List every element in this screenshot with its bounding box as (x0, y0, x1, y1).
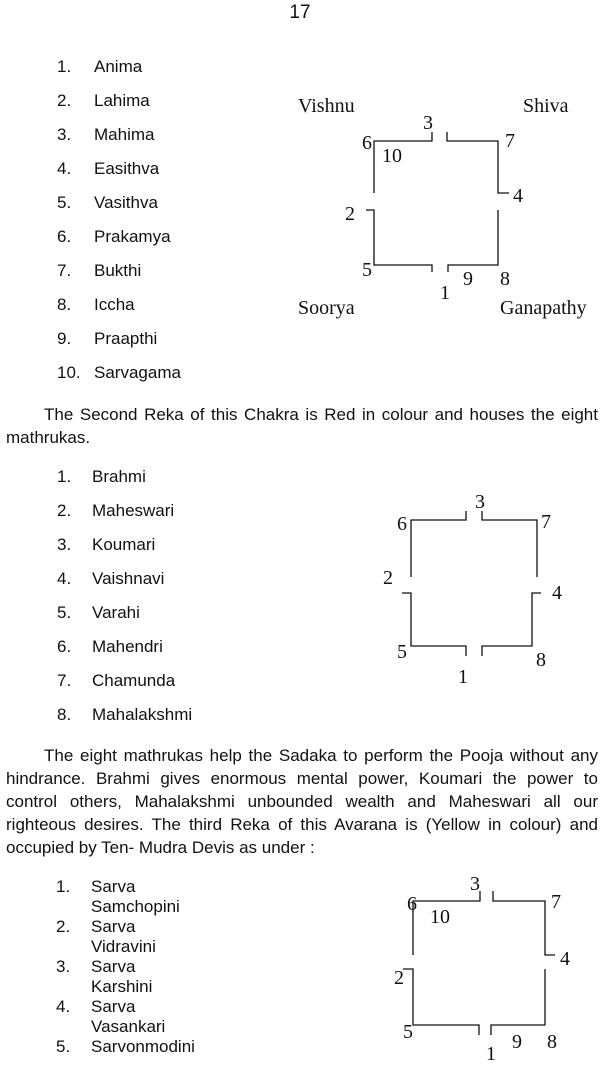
list-number: 8. (57, 705, 72, 724)
list-label: Lahima (94, 91, 150, 110)
list-label: Mahalakshmi (92, 705, 193, 724)
diagram-number: 5 (403, 1021, 413, 1043)
list-number: 10. (57, 363, 81, 382)
diagram-number: 7 (551, 891, 561, 913)
label-soorya: Soorya (298, 297, 355, 319)
diagram-number: 6 (397, 513, 407, 535)
diagram-number: 10 (430, 906, 450, 928)
label-vishnu: Vishnu (298, 95, 355, 117)
diagram-number: 1 (458, 666, 468, 688)
diagram-number: 3 (470, 873, 480, 895)
list-number: 1. (56, 877, 71, 896)
diagram-line (403, 969, 479, 1035)
list-label: Sarvonmodini (91, 1037, 195, 1056)
diagram-number: 10 (382, 145, 402, 167)
list-number: 4. (56, 997, 71, 1016)
list-number: 3. (57, 535, 72, 554)
list-label: Sarva Samchopini (91, 877, 180, 916)
list-number: 1. (57, 57, 72, 76)
diagram-line (493, 891, 555, 955)
diagram-number: 7 (505, 130, 515, 152)
diagram-number: 4 (552, 582, 562, 604)
paragraph-text: The eight mathrukas help the Sadaka to perform the Pooja without any hindrance. Brahmi gives enormous mental power, Koumari the power to control others, Mahalakshmi unbounded wealth and Maheswari all our righteous desires. The third Reka of this Avarana is (Yellow in colour) and occupied by Ten- Mudra Devis as under : (6, 746, 598, 857)
diagram-number: 9 (512, 1031, 522, 1053)
diagram-number: 3 (423, 112, 433, 134)
diagram-number: 2 (394, 967, 404, 989)
list-number: 2. (57, 91, 72, 110)
list-label: Chamunda (92, 671, 176, 690)
list-number: 7. (57, 671, 72, 690)
list-number: 2. (57, 501, 72, 520)
label-shiva: Shiva (523, 95, 569, 117)
diagram-number: 8 (547, 1031, 557, 1053)
list-label: Sarva Vasankari (91, 997, 166, 1036)
list-number: 5. (57, 603, 72, 622)
diagram-line (491, 969, 545, 1035)
list-label: Varahi (92, 603, 140, 622)
list-label: Anima (94, 57, 143, 76)
list-number: 2. (56, 917, 71, 936)
diagram-number: 2 (383, 567, 393, 589)
diagram-number: 8 (536, 649, 546, 671)
list-label: Maheswari (92, 501, 175, 520)
diagram-number: 5 (397, 641, 407, 663)
list-number: 4. (57, 569, 72, 588)
diagram-number: 1 (440, 282, 450, 304)
list-label: Vaishnavi (92, 569, 165, 588)
list-label: Koumari (92, 535, 156, 554)
list-label: Praapthi (94, 329, 158, 348)
diagram-number: 6 (407, 893, 417, 915)
list-number: 7. (57, 261, 72, 280)
list-number: 8. (57, 295, 72, 314)
diagram-number: 7 (541, 511, 551, 533)
list-label: Mahima (94, 125, 155, 144)
list-label: Iccha (94, 295, 135, 314)
diagram-number: 6 (362, 132, 372, 154)
page-number: 17 (289, 2, 311, 23)
list-number: 4. (57, 159, 72, 178)
diagram-number: 4 (513, 185, 523, 207)
label-ganapathy: Ganapathy (500, 297, 587, 319)
diagram-number: 3 (475, 491, 485, 513)
diagram-number: 4 (560, 948, 570, 970)
list-label: Easithva (94, 159, 160, 178)
diagram-number: 8 (500, 268, 510, 290)
list-label: Sarva Karshini (91, 957, 153, 996)
list-number: 6. (57, 227, 72, 246)
diagram-number: 2 (345, 203, 355, 225)
paragraph-text: The Second Reka of this Chakra is Red in colour and houses the eight mathrukas. (6, 405, 598, 447)
list-label: Prakamya (94, 227, 171, 246)
list-number: 5. (57, 193, 72, 212)
diagram-number: 5 (362, 259, 372, 281)
list-number: 6. (57, 637, 72, 656)
list-number: 3. (57, 125, 72, 144)
list-label: Vasithva (94, 193, 158, 212)
list-number: 3. (56, 957, 71, 976)
list-label: Sarva Vidravini (91, 917, 156, 956)
diagram-number: 1 (486, 1043, 496, 1065)
diagram-number: 9 (463, 268, 473, 290)
list-number: 5. (56, 1037, 71, 1056)
list-number: 1. (57, 467, 72, 486)
list-label: Brahmi (92, 467, 146, 486)
list-label: Mahendri (92, 637, 163, 656)
list-label: Bukthi (94, 261, 142, 280)
list-number: 9. (57, 329, 72, 348)
list-label: Sarvagama (94, 363, 181, 382)
